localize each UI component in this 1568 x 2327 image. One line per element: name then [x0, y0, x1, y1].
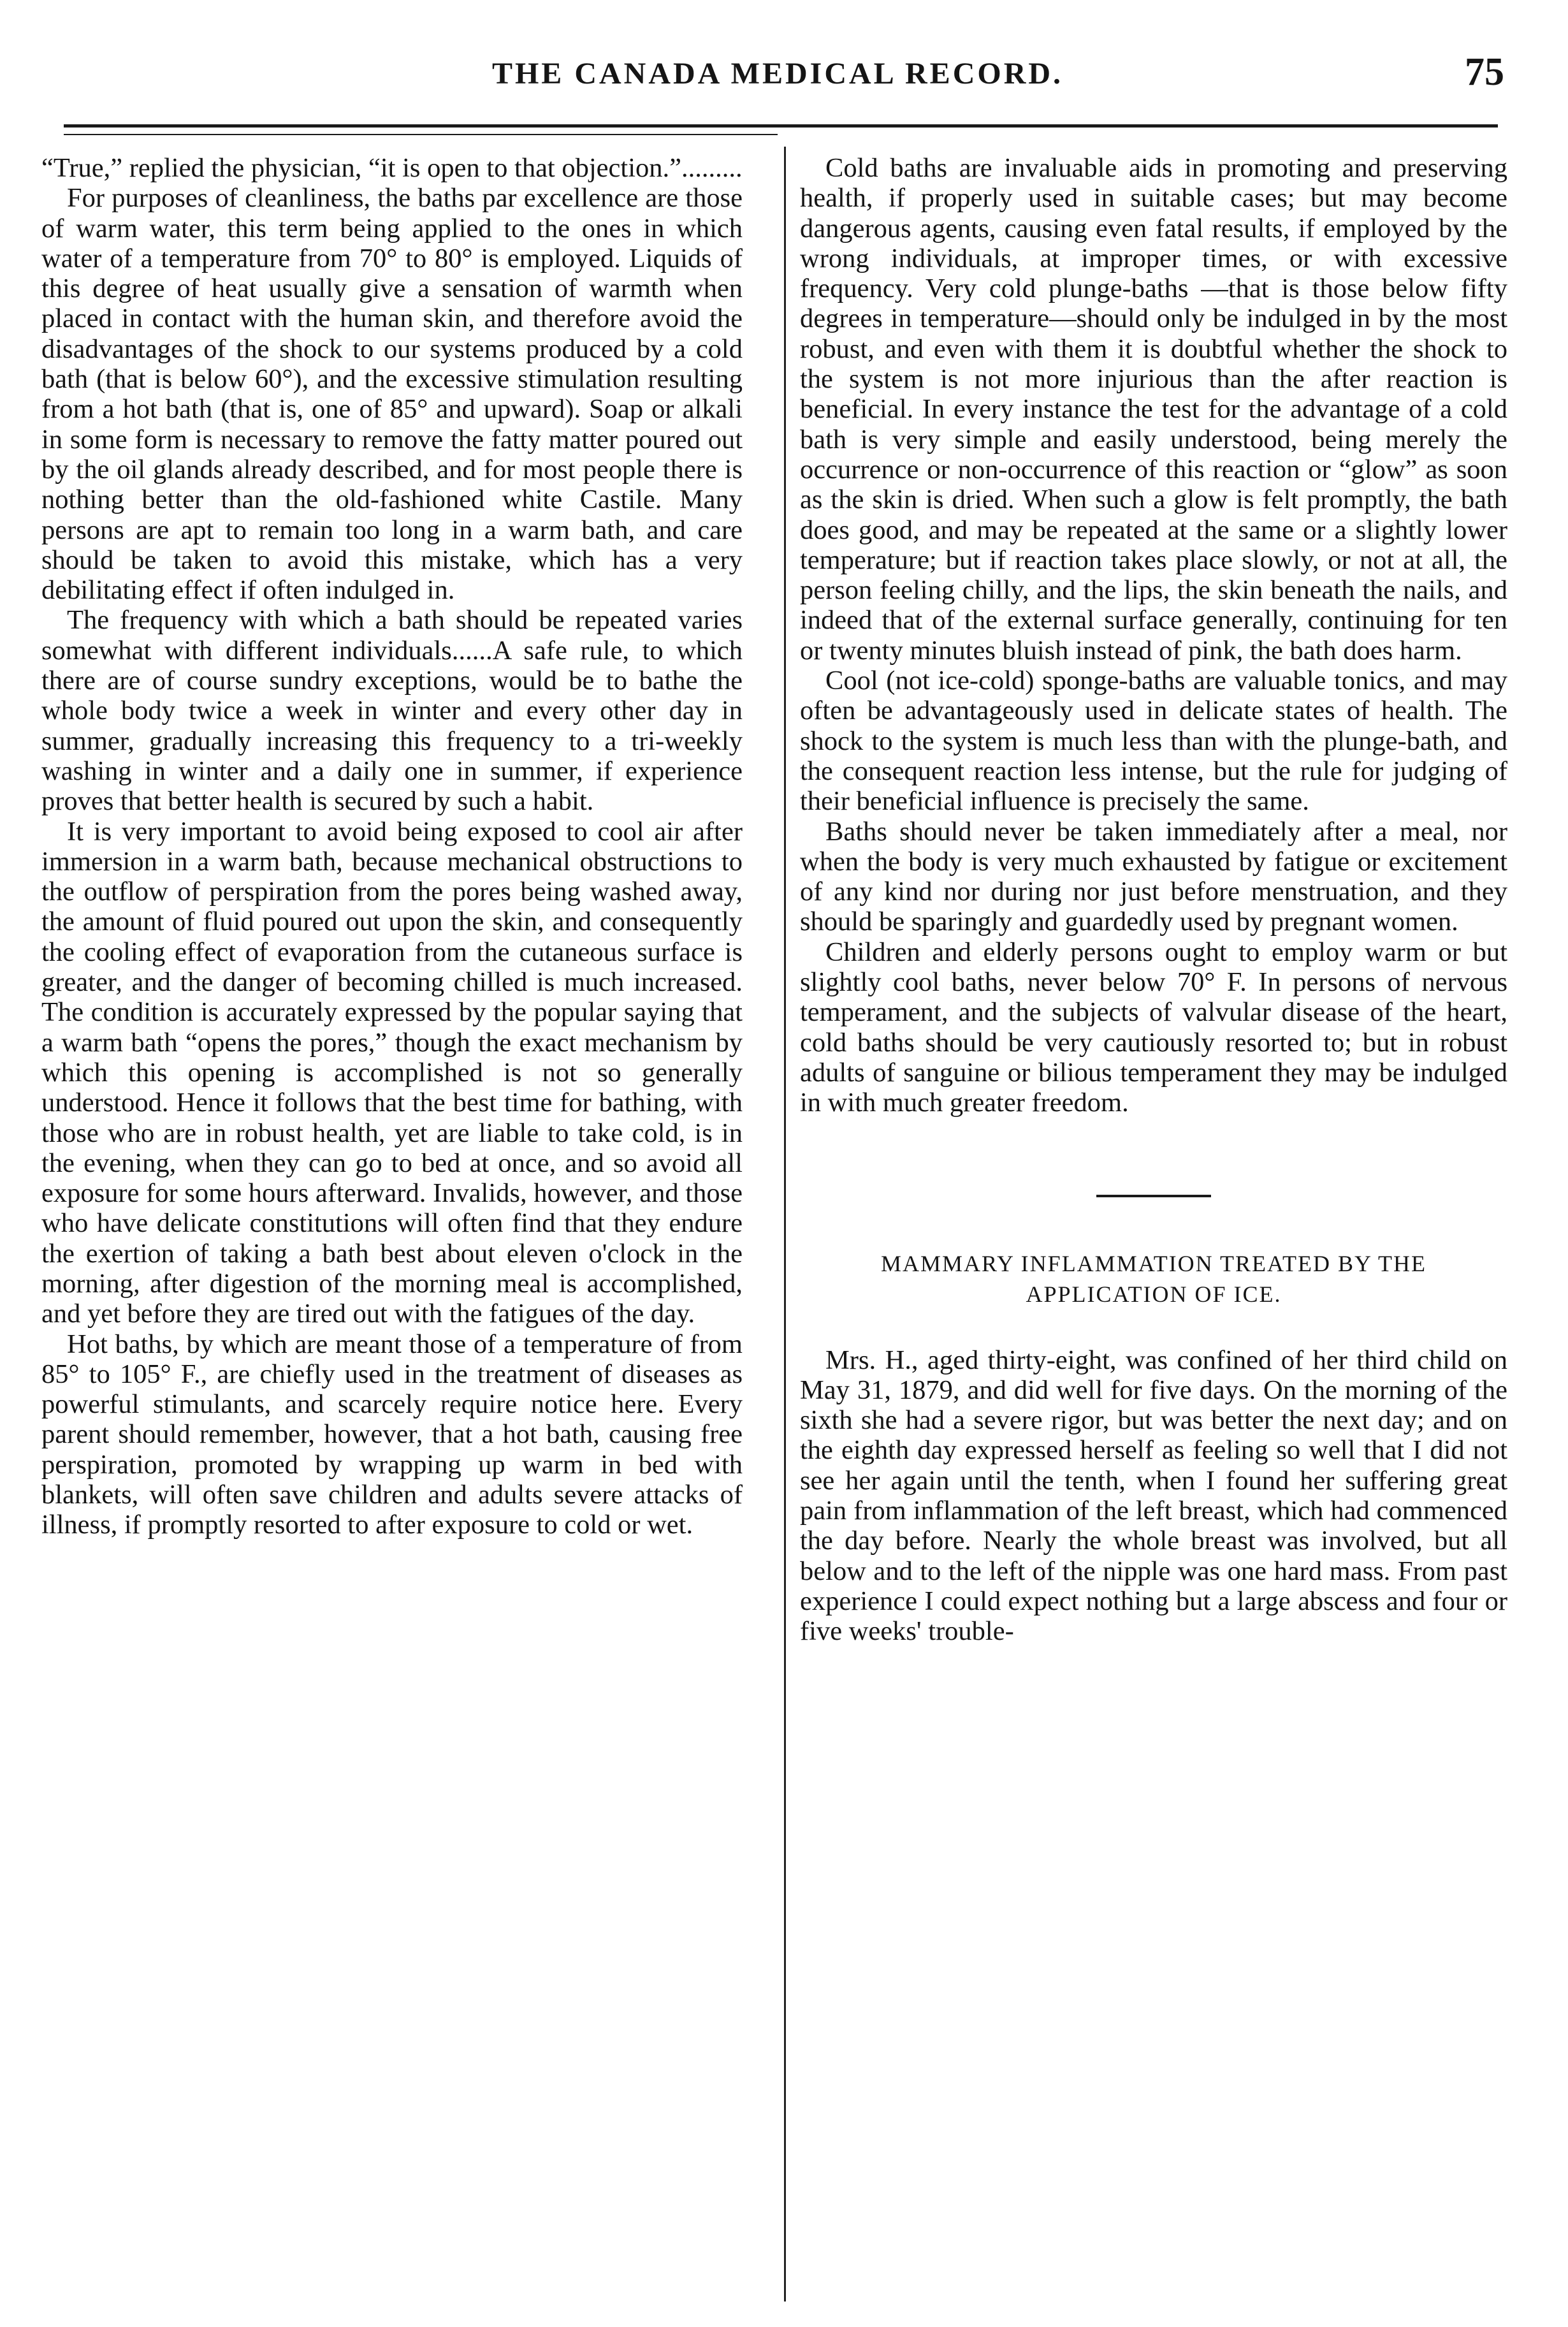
column-divider [784, 147, 786, 2301]
journal-title: THE CANADA MEDICAL RECORD. [491, 57, 1064, 91]
left-column [41, 153, 743, 1540]
paragraph: Children and elderly persons ought to employ warm or but slightly cool baths, never below 70° F. In persons of nervous temperament, and the subjects of valvular disease of the heart, cold baths should be very cautiously resorted to; but in robust adults of sanguine or bilious temperament they may be indulged in with much greater freedom. [800, 937, 1507, 1118]
paragraph: Cold baths are invaluable aids in promoting and preserving health, if properly used in suitable cases; but may become dangerous agents, causing even fatal results, if employed by the wrong individuals, at improper times, or with excessive frequency. Very cold plunge-baths —that is those below fifty degrees in temperature—should only be indulged in by the most robust, and even with them it is doubtful whether the shock to the system is not more injurious than the after reaction is beneficial. In every instance the test for the advantage of a cold bath is very simple and easily understood, being merely the occurrence or non-occurrence of this reaction or “glow” as soon as the skin is dried. When such a glow is felt promptly, the bath does good, and may be repeated at the same or a slightly lower temperature; but if reaction takes place slowly, or not at all, the person feeling chilly, and the lips, the skin beneath the nails, and indeed that of the external surface generally, continuing for ten or twenty minutes bluish instead of pink, the bath does harm. [800, 153, 1507, 666]
section-title: MAMMARY INFLAMMATION TREATED BY THE APPLICATION OF ICE. [880, 1250, 1427, 1307]
right-column [800, 153, 1507, 1646]
paragraph: Mrs. H., aged thirty-eight, was confined of her third child on May 31, 1879, and did well for five days. On the morning of the sixth she had a severe rigor, but was better the next day; and on the eighth day expressed herself as feeling so well that I did not see her again until the tenth, when I found her suffering great pain from inflammation of the left breast, which had commenced the day before. Nearly the whole breast was involved, but all below and to the left of the nipple was one hard mass. From past experience I could expect nothing but a large abscess and four or five weeks' trouble- [800, 1345, 1507, 1647]
paragraph: The frequency with which a bath should be repeated varies somewhat with different individuals......A safe rule, to which there are of course sundry exceptions, would be to bathe the whole body twice a week in winter and every other day in summer, gradually increasing this frequency to a tri-weekly washing in winter and a daily one in summer, if experience proves that better health is secured by such a habit. [41, 605, 743, 817]
paragraph: For purposes of cleanliness, the baths par excellence are those of warm water, this term being applied to the ones in which water of a temperature from 70° to 80° is employed. Liquids of this degree of heat usually give a sensation of warmth when placed in contact with the human skin, and therefore avoid the disadvantages of the shock to our systems produced by a cold bath (that is below 60°), and the excessive stimulation resulting from a hot bath (that is, one of 85° and upward). Soap or alkali in some form is necessary to remove the fatty matter poured out by the oil glands already described, and for most people there is nothing better than the old-fashioned white Castile. Many persons are apt to remain too long in a warm bath, and care should be taken to avoid this mistake, which has a very debilitating effect if often indulged in. [41, 183, 743, 606]
paragraph: It is very important to avoid being exposed to cool air after immersion in a warm bath, because mechanical obstructions to the outflow of perspiration from the pores being washed away, the amount of fluid poured out upon the skin, and consequently the cooling effect of evaporation from the cutaneous surface is greater, and the danger of becoming chilled is much increased. The condition is accurately expressed by the popular saying that a warm bath “opens the pores,” though the exact mechanism by which this opening is accomplished is not so generally understood. Hence it follows that the best time for bathing, with those who are in robust health, yet are liable to take cold, is in the evening, when they can go to bed at once, and so avoid all exposure for some hours afterward. Invalids, however, and those who have delicate constitutions will often find that they endure the exertion of taking a bath best about eleven o'clock in the morning, after digestion of the morning meal is accomplished, and yet before they are tired out with the fatigues of the day. [41, 816, 743, 1329]
running-head [51, 50, 1504, 107]
paragraph: Baths should never be taken immediately after a meal, nor when the body is very much exhausted by fatigue or excitement of any kind nor during nor just before menstruation, and they should be sparingly and guardedly used by pregnant women. [800, 816, 1507, 937]
header-rule [64, 124, 1498, 128]
paragraph: “True,” replied the physician, “it is open to that objection.”......... [41, 153, 743, 183]
header-rule-secondary [64, 134, 778, 135]
section-separator [1096, 1195, 1211, 1197]
page-number: 75 [1465, 50, 1504, 94]
paragraph: Hot baths, by which are meant those of a temperature of from 85° to 105° F., are chiefly used in the treatment of diseases as powerful stimulants, and scarcely require notice here. Every parent should remember, however, that a hot bath, causing free perspiration, promoted by wrapping up warm in bed with blankets, will often save children and adults severe attacks of illness, if promptly resorted to after exposure to cold or wet. [41, 1329, 743, 1540]
paragraph: Cool (not ice-cold) sponge-baths are valuable tonics, and may often be advantageously used in delicate states of health. The shock to the system is much less than with the plunge-bath, and the consequent reaction less intense, but the rule for judging of their beneficial influence is precisely the same. [800, 666, 1507, 817]
